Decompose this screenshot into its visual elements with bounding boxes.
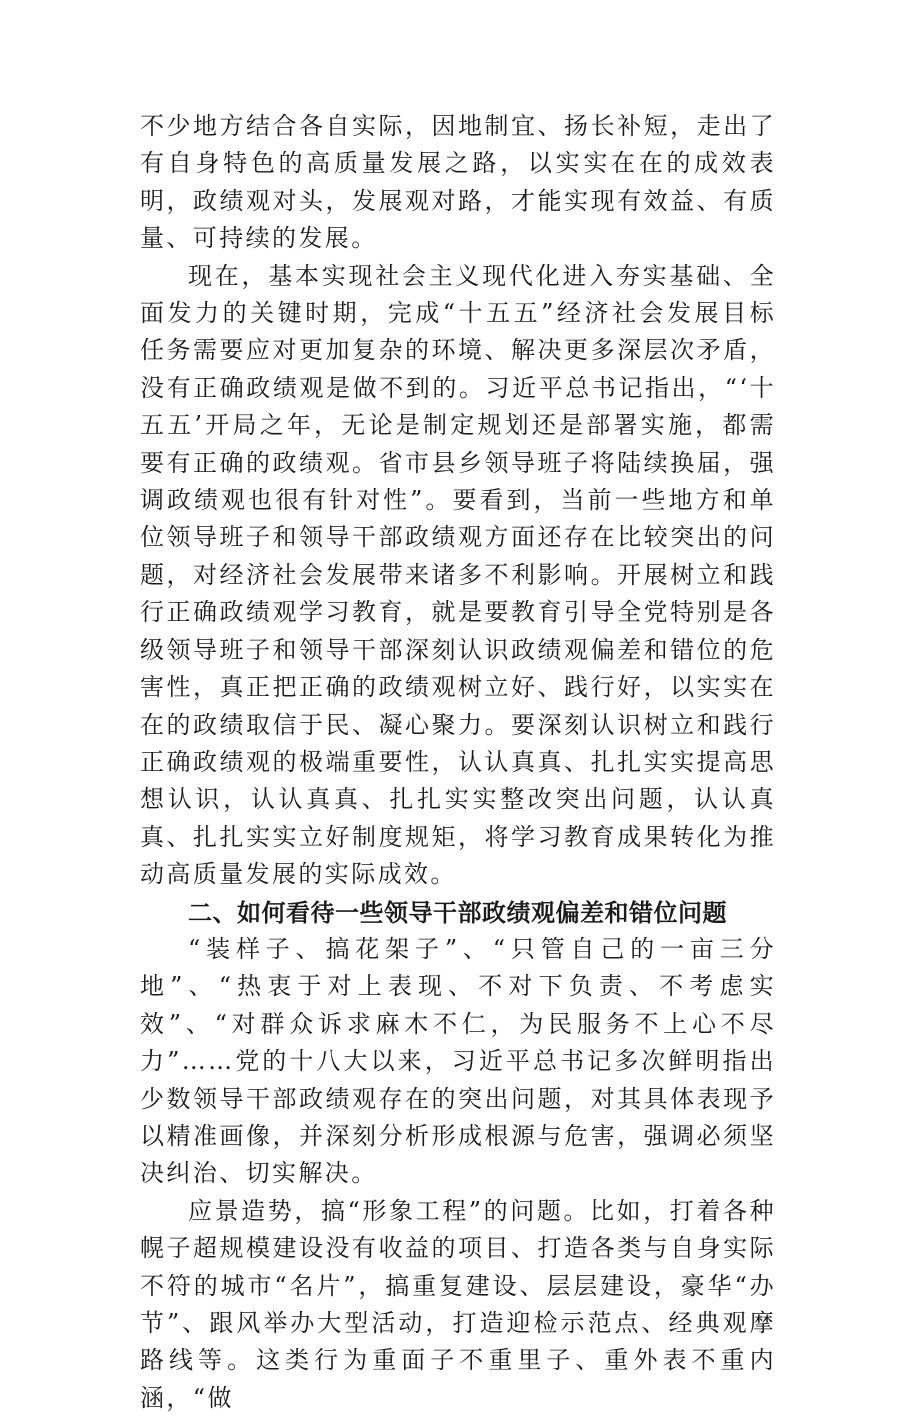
document-page (140, 108, 776, 1417)
paragraph-1: 不少地方结合各自实际，因地制宜、扬长补短，走出了有自身特色的高质量发展之路，以实实在在的成效表明，政绩观对头，发展观对路，才能实现有效益、有质量、可持续的发展。 (140, 112, 776, 253)
paragraph-4: 应景造势，搞“形象工程”的问题。比如，打着各种幌子超规模建设没有收益的项目、打造各类与自身实际不符的城市“名片”，搞重复建设、层层建设，豪华“办节”、跟风举办大型活动，打造迎检示范点、经典观摩路线等。这类行为重面子不重里子、重外表不重内涵，“做 (140, 1196, 776, 1412)
section-heading: 二、如何看待一些领导干部政绩观偏差和错位问题 (188, 897, 727, 927)
paragraph-2: 现在，基本实现社会主义现代化进入夯实基础、全面发力的关键时期，完成“十五五”经济社会发展目标任务需要应对更加复杂的环境、解决更多深层次矛盾，没有正确政绩观是做不到的。习近平总书记指出，“‘十五五’开局之年，无论是制定规划还是部署实施，都需要有正确的政绩观。省市县乡领导班子将陆续换届，强调政绩观也很有针对性”。要看到，当前一些地方和单位领导班子和领导干部政绩观方面还存在比较突出的问题，对经济社会发展带来诸多不利影响。开展树立和践行正确政绩观学习教育，就是要教育引导全党特别是各级领导班子和领导干部深刻认识政绩观偏差和错位的危害性，真正把正确的政绩观树立好、践行好，以实实在在的政绩取信于民、凝心聚力。要深刻认识树立和践行正确政绩观的极端重要性，认认真真、扎扎实实提高思想认识，认认真真、扎扎实实整改突出问题，认认真真、扎扎实实立好制度规矩，将学习教育成果转化为推动高质量发展的实际成效。 (140, 261, 776, 889)
paragraph-3: “装样子、搞花架子”、“只管自己的一亩三分地”、“热衷于对上表现、不对下负责、不考虑实效”、“对群众诉求麻木不仁，为民服务不上心不尽力”……党的十八大以来，习近平总书记多次鲜明指出少数领导干部政绩观存在的突出问题，对其具体表现予以精准画像，并深刻分析形成根源与危害，强调必须坚决纠治、切实解决。 (140, 934, 776, 1188)
